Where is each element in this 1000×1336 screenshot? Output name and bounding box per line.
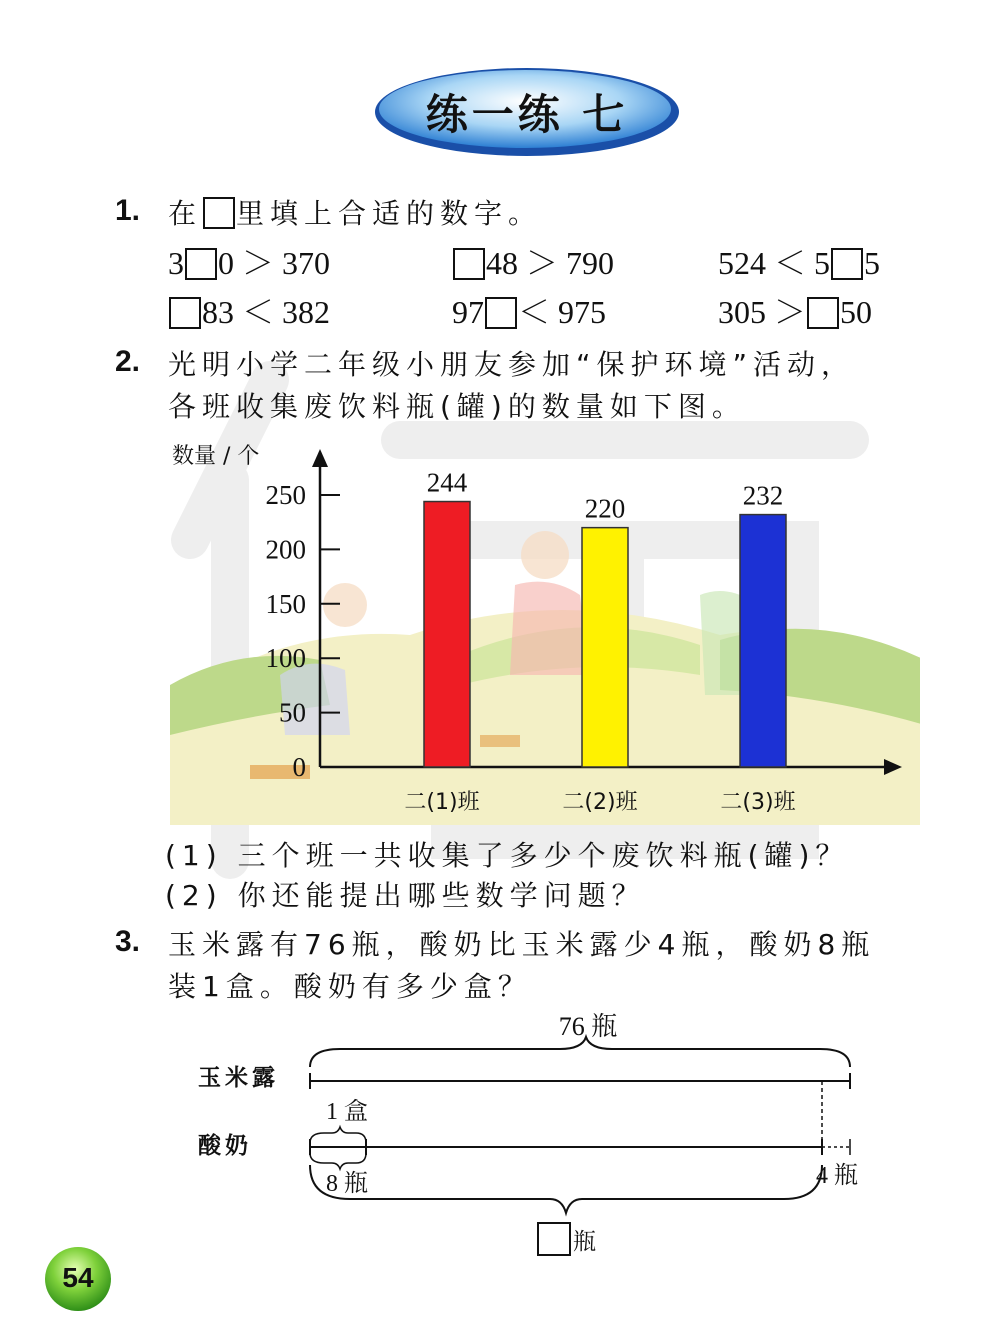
bar-2: [582, 528, 628, 767]
bar-3: [740, 515, 786, 767]
bar-value-label: 220: [584, 493, 626, 524]
y-tick-label: 100: [265, 643, 306, 674]
segment-diagram: [190, 1005, 910, 1265]
y-tick-label: 0: [292, 752, 306, 782]
q3-number: 3.: [115, 925, 141, 958]
q1-prompt-part-b: 里填上合适的数字。: [236, 197, 543, 230]
bar-1: [424, 502, 470, 767]
page-number-badge: [44, 1246, 112, 1312]
page-number: 54: [62, 1262, 94, 1293]
q1-item-4: 83 ＜ 382: [168, 287, 330, 333]
row2-label: 酸奶: [198, 1133, 252, 1159]
one-box-label: 1 盒: [326, 1099, 368, 1125]
q1-item-3: 524 ＜ 5 5: [718, 245, 881, 281]
q1-item-5: 97 ＜ 975: [452, 294, 607, 330]
page-title: 练一练 七: [425, 90, 629, 139]
one-box-brace: [310, 1127, 366, 1143]
y-axis-arrow: [312, 449, 328, 467]
bar-value-label: 232: [742, 480, 784, 511]
y-tick-label: 200: [265, 534, 306, 565]
y-tick-label: 150: [265, 588, 306, 619]
q1-item-6: 305 ＞ 50: [718, 294, 873, 330]
category-label: 二(2)班: [562, 790, 638, 815]
y-tick-label: 50: [279, 697, 306, 728]
eight-bottles-label: 8 瓶: [326, 1171, 368, 1197]
q1-prompt-part-a: 在: [168, 197, 203, 230]
four-bottles-label: 4 瓶: [816, 1163, 858, 1189]
q1-prompt: [168, 192, 542, 232]
bar-value-label: 244: [426, 467, 468, 498]
q3-text-line2: 装1盒。酸奶有多少盒？: [168, 970, 532, 1003]
category-label: 二(1)班: [404, 790, 480, 815]
category-label: 二(3)班: [720, 790, 796, 815]
title-badge: [372, 64, 682, 160]
row1-label: 玉米露: [198, 1065, 279, 1091]
bar-chart: [160, 435, 920, 835]
top-total-label: 76 瓶: [558, 1012, 618, 1041]
q2-number: 2.: [115, 345, 141, 378]
answer-box[interactable]: [203, 197, 235, 229]
answer-box[interactable]: [453, 248, 485, 280]
y-axis-label: 数量 / 个: [172, 444, 260, 469]
bottom-brace: [310, 1165, 822, 1213]
top-brace: [310, 1037, 850, 1067]
answer-box[interactable]: [538, 1223, 570, 1255]
q1-item-2: 48 ＞ 790: [452, 238, 614, 284]
q2-sub2: (2) 你还能提出哪些数学问题？: [165, 879, 646, 912]
q2-sub1: (1) 三个班一共收集了多少个废饮料瓶(罐)？: [165, 839, 850, 872]
q2-text-line1: 光明小学二年级小朋友参加“保护环境”活动，: [168, 348, 856, 381]
answer-box[interactable]: [185, 248, 217, 280]
answer-box[interactable]: [169, 297, 201, 329]
q1-item-1: 3 0 ＞ 370: [168, 245, 331, 281]
q1-number: 1.: [115, 194, 141, 227]
answer-box[interactable]: [485, 297, 517, 329]
y-tick-label: 250: [265, 480, 306, 510]
q2-text-line2: 各班收集废饮料瓶(罐)的数量如下图。: [168, 390, 746, 423]
eight-bottles-brace: [310, 1153, 366, 1169]
answer-box[interactable]: [807, 297, 839, 329]
unknown-unit-label: 瓶: [573, 1229, 596, 1255]
q3-text-line1: 玉米露有76瓶，酸奶比玉米露少4瓶，酸奶8瓶: [168, 928, 876, 961]
meadow-illustration: [170, 531, 920, 825]
answer-box[interactable]: [831, 248, 863, 280]
